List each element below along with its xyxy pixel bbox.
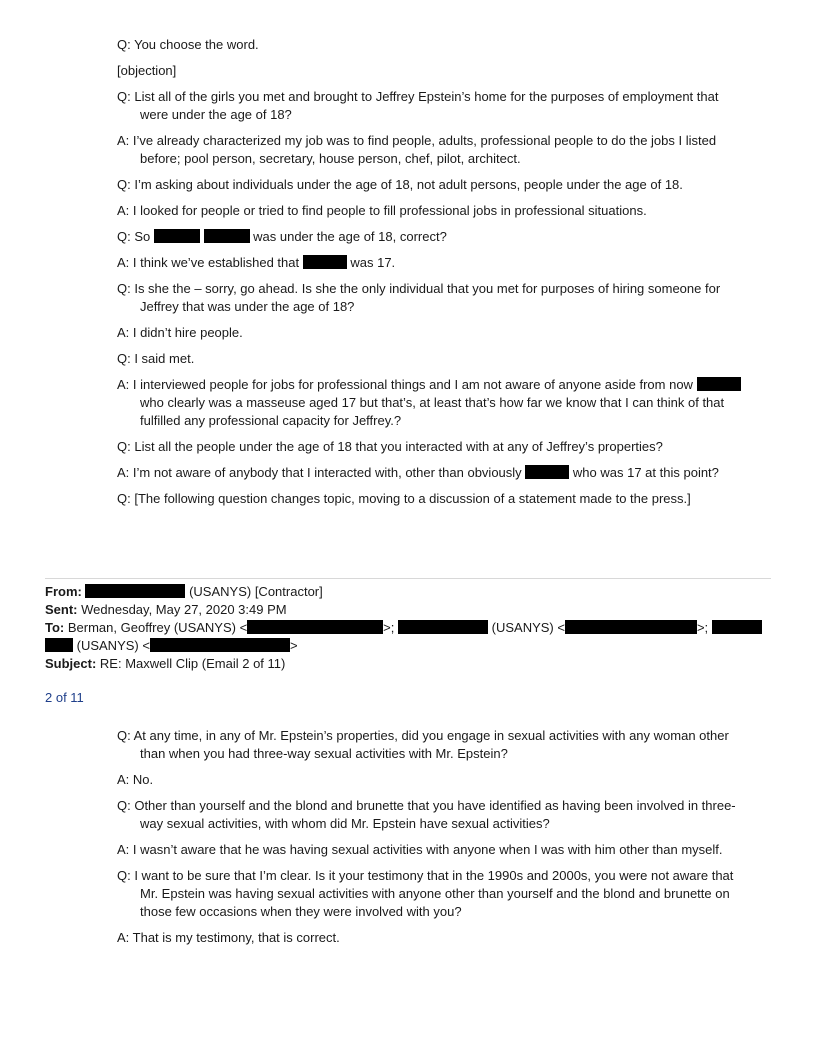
transcript-line: A: No. (117, 772, 154, 787)
redaction-box (85, 584, 185, 598)
redaction-box (525, 465, 569, 479)
transcript-line: A: That is my testimony, that is correct. (117, 930, 340, 945)
transcript-line: A: I looked for people or tried to find people to fill professional jobs in professional situations. (117, 203, 647, 218)
transcript-line: Q: List all the people under the age of 18 that you interacted with at any of Jeffrey’s properties? (117, 439, 663, 454)
redaction-box (154, 229, 200, 243)
redaction-box (712, 620, 762, 634)
redaction-box (398, 620, 488, 634)
email-counter: 2 of 11 (45, 690, 84, 705)
redaction-box (303, 255, 347, 269)
transcript-question: Q: I want to be sure that I’m clear. Is it your testimony that in the 1990s and 2000s, you were not aware that Mr. Epstein was having sexual activities with anyone other than yourself and the blond and brunette on those few occasions when they were involved with you? (117, 868, 734, 919)
redaction-box (150, 638, 290, 652)
transcript-line: A: I wasn’t aware that he was having sexual activities with anyone when I was with him other than myself. (117, 842, 723, 857)
transcript-answer: A: I interviewed people for jobs for professional things and I am not aware of anyone aside from now who clearly was a masseuse aged 17 but that’s, at least that’s how far we know that I can think of that fulfilled any professional capacity for Jeffrey.? (117, 376, 767, 430)
redaction-box (565, 620, 697, 634)
email-to-line: To: Berman, Geoffrey (USANYS) < >; (USANYS) < >; (45, 619, 771, 637)
transcript-line: A: I didn’t hire people. (117, 325, 243, 340)
transcript-answer: A: I’ve already characterized my job was to find people, adults, professional people to do the jobs I listed before; pool person, secretary, house person, chef, pilot, architect. (117, 133, 717, 166)
transcript-question: Q: Is she the – sorry, go ahead. Is she the only individual that you met for purposes of hiring someone for Jeffrey that was under the age of 18? (117, 281, 721, 314)
transcript-line: Q: I’m asking about individuals under the age of 18, not adult persons, people under the age of 18. (117, 177, 683, 192)
transcript-line: Q: [The following question changes topic, moving to a discussion of a statement made to the press.] (117, 491, 691, 506)
redaction-box (45, 638, 73, 652)
redaction-box (247, 620, 383, 634)
transcript-question: Q: Other than yourself and the blond and brunette that you have identified as having been involved in three- way sexual activities, with whom did Mr. Epstein have sexual activities? (117, 798, 736, 831)
redaction-box (697, 377, 741, 391)
transcript-question: Q: At any time, in any of Mr. Epstein’s properties, did you engage in sexual activities with any woman other than when you had three-way sexual activities with Mr. Epstein? (117, 728, 729, 761)
transcript-line: Q: I said met. (117, 351, 195, 366)
redaction-box (204, 229, 250, 243)
email-subject-line: Subject: RE: Maxwell Clip (Email 2 of 11) (45, 656, 286, 671)
transcript-line: A: I’m not aware of anybody that I interacted with, other than obviously who was 17 at this point? (117, 465, 719, 480)
transcript-line: [objection] (117, 63, 177, 78)
email-from-line: From: (USANYS) [Contractor] (45, 584, 323, 599)
transcript-line: Q: So was under the age of 18, correct? (117, 229, 447, 244)
email-sent-line: Sent: Wednesday, May 27, 2020 3:49 PM (45, 602, 287, 617)
transcript-line: A: I think we’ve established that was 17. (117, 255, 396, 270)
email-divider (45, 578, 771, 579)
transcript-question: Q: List all of the girls you met and brought to Jeffrey Epstein’s home for the purposes of employment that were under the age of 18? (117, 89, 719, 122)
email-to-line-continued: (USANYS) < > (45, 637, 771, 655)
transcript-line: Q: You choose the word. (117, 37, 259, 52)
